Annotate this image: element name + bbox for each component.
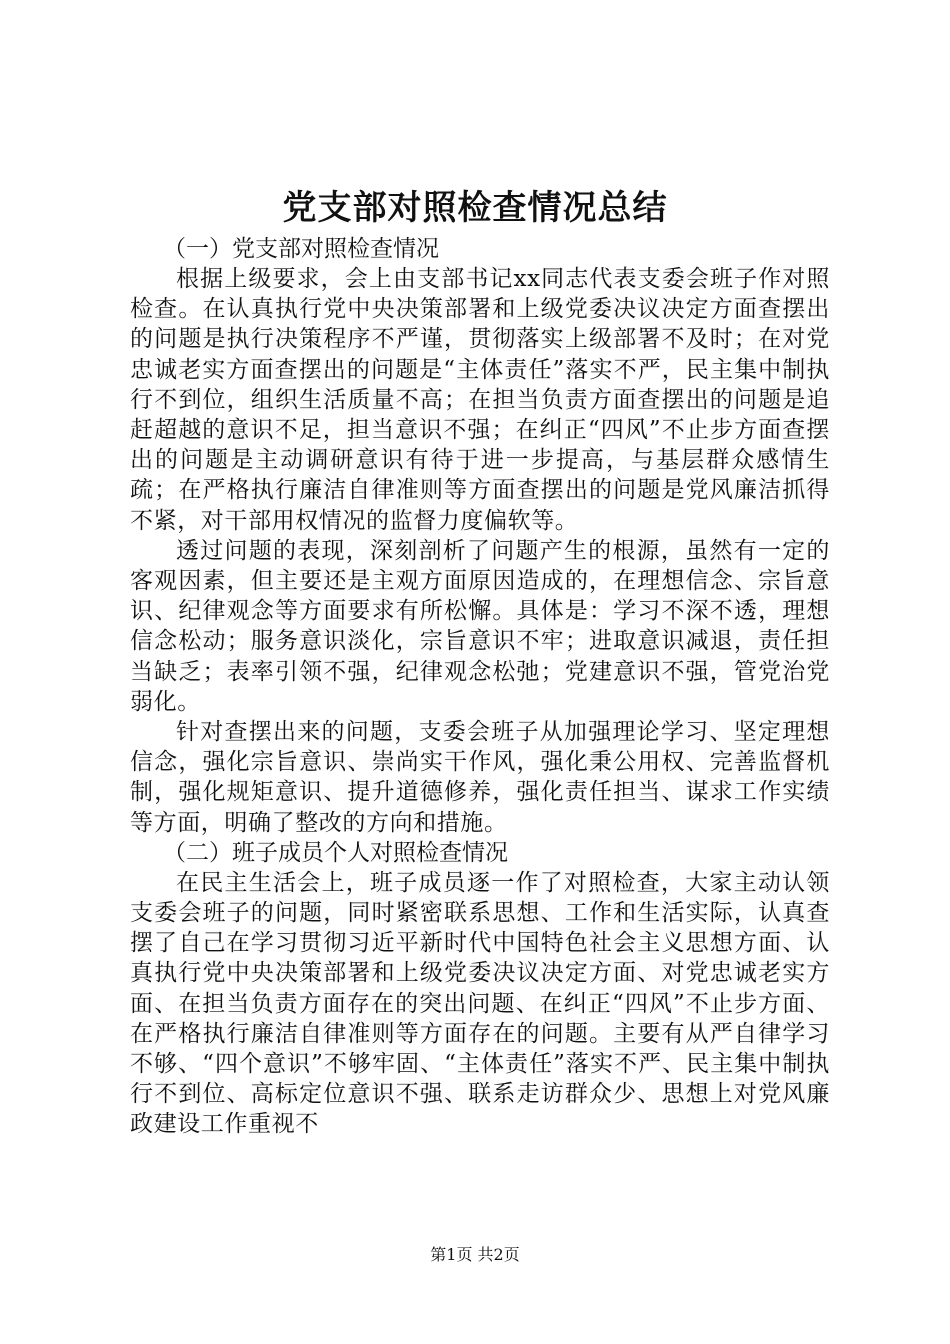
section-1-paragraph-1: 根据上级要求，会上由支部书记xx同志代表支委会班子作对照检查。在认真执行党中央决策部署和上级党委决议决定方面查摆出的问题是执行决策程序不严谨，贯彻落实上级部署不及时；在对党忠诚老实方面查摆出的问题是“主体责任”落实不严，民主集中制执行不到位，组织生活质量不高；在担当负责方面查摆出的问题是追赶超越的意识不足，担当意识不强；在纠正“四风”不止步方面查摆出的问题是主动调研意识有待于进一步提高，与基层群众感情生疏；在严格执行廉洁自律准则等方面查摆出的问题是党风廉洁抓得不紧，对干部用权情况的监督力度偏软等。 bbox=[130, 266, 830, 534]
section-heading-1: （一）党支部对照检查情况 bbox=[163, 236, 439, 262]
section-1-paragraph-2: 透过问题的表现，深刻剖析了问题产生的根源，虽然有一定的客观因素，但主要还是主观方面原因造成的，在理想信念、宗旨意识、纪律观念等方面要求有所松懈。具体是：学习不深不透，理想信念松动；服务意识淡化，宗旨意识不牢；进取意识减退，责任担当缺乏；表率引领不强，纪律观念松弛；党建意识不强，管党治党弱化。 bbox=[130, 537, 830, 715]
section-2-paragraph-1: 在民主生活会上，班子成员逐一作了对照检查，大家主动认领支委会班子的问题，同时紧密联系思想、工作和生活实际，认真查摆了自己在学习贯彻习近平新时代中国特色社会主义思想方面、认真执行党中央决策部署和上级党委决议决定方面、对党忠诚老实方面、在担当负责方面存在的突出问题、在纠正“四风”不止步方面、在严格执行廉洁自律准则等方面存在的问题。主要有从严自律学习不够、“四个意识”不够牢固、“主体责任”落实不严、民主集中制执行不到位、高标定位意识不强、联系走访群众少、思想上对党风廉政建设工作重视不 bbox=[130, 869, 830, 1138]
document-title: 党支部对照检查情况总结 bbox=[282, 188, 668, 228]
section-1-paragraph-3: 针对查摆出来的问题，支委会班子从加强理论学习、坚定理想信念，强化宗旨意识、崇尚实干作风，强化秉公用权、完善监督机制，强化规矩意识、提升道德修养，强化责任担当、谋求工作实绩等方面，明确了整改的方向和措施。 bbox=[130, 719, 830, 836]
section-heading-2: （二）班子成员个人对照检查情况 bbox=[163, 839, 508, 866]
page-footer: 第1页 共2页 bbox=[430, 1245, 520, 1264]
document-body bbox=[130, 234, 830, 1140]
